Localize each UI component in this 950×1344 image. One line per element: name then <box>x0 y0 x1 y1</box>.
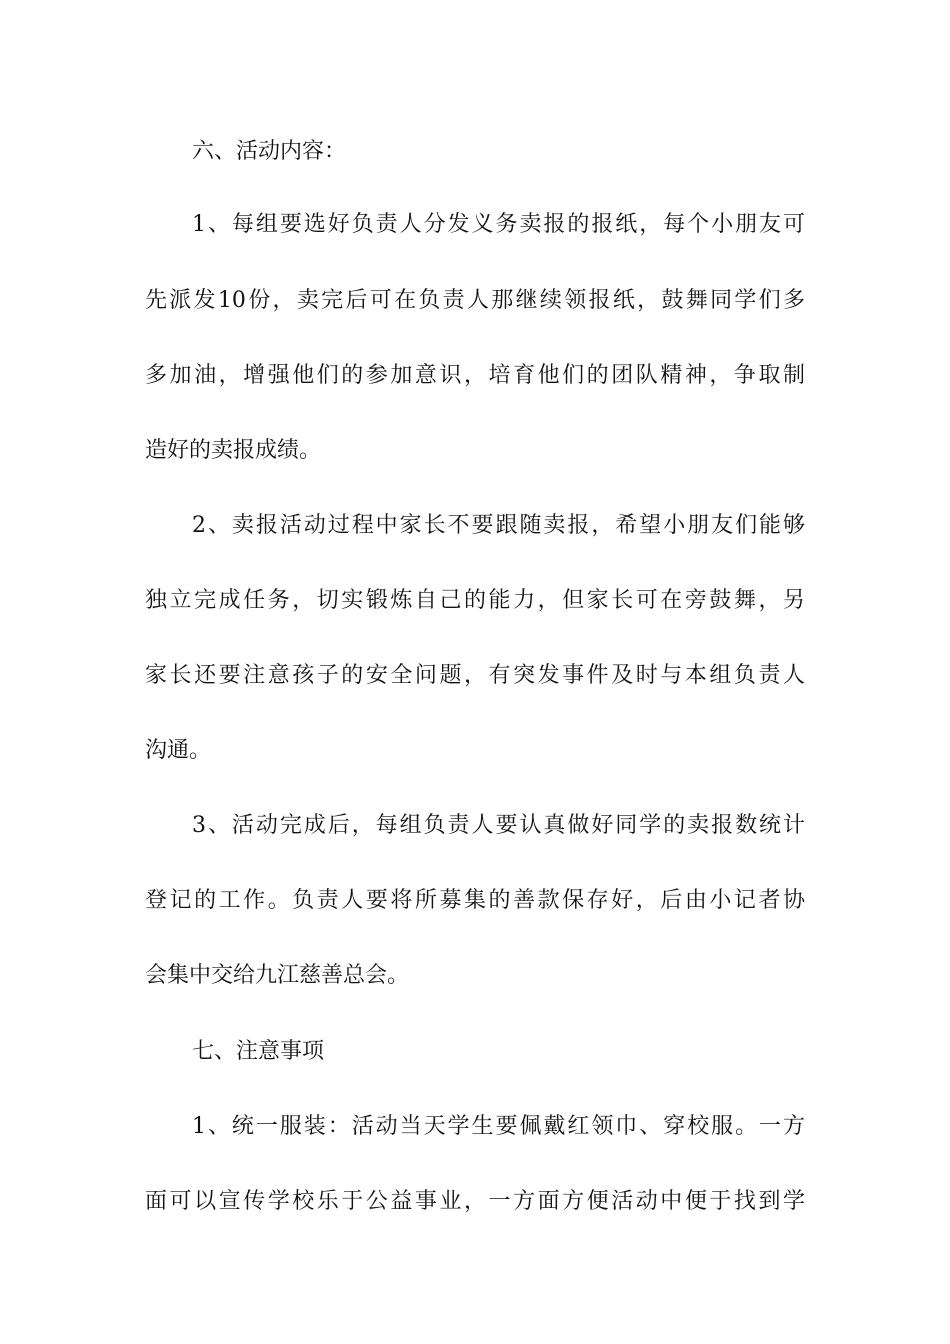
paragraph-line: 多加油，增强他们的参加意识，培育他们的团队精神，争取制 <box>145 363 805 388</box>
paragraph-line: 3、活动完成后，每组负责人要认真做好同学的卖报数统计 <box>192 813 805 838</box>
paragraph-line: 造好的卖报成绩。 <box>145 438 322 463</box>
paragraph-line: 沟通。 <box>145 738 212 763</box>
paragraph-line: 2、卖报活动过程中家长不要跟随卖报，希望小朋友们能够 <box>192 513 805 538</box>
paragraph-line: 1、每组要选好负责人分发义务卖报的报纸，每个小朋友可 <box>192 212 805 237</box>
section-heading-precautions: 七、注意事项 <box>192 1039 325 1064</box>
section-heading-activity-content: 六、活动内容： <box>192 139 347 164</box>
paragraph-line: 面可以宣传学校乐于公益事业，一方面方便活动中便于找到学 <box>145 1189 805 1214</box>
paragraph-line: 家长还要注意孩子的安全问题，有突发事件及时与本组负责人 <box>145 663 805 688</box>
paragraph-line: 独立完成任务，切实锻炼自己的能力，但家长可在旁鼓舞，另 <box>145 588 805 613</box>
paragraph-line: 登记的工作。负责人要将所募集的善款保存好，后由小记者协 <box>145 888 805 913</box>
paragraph-line: 1、统一服装：活动当天学生要佩戴红领巾、穿校服。一方 <box>192 1114 805 1139</box>
paragraph-line: 先派发10份，卖完后可在负责人那继续领报纸，鼓舞同学们多 <box>145 288 805 313</box>
paragraph-line: 会集中交给九江慈善总会。 <box>145 963 410 988</box>
